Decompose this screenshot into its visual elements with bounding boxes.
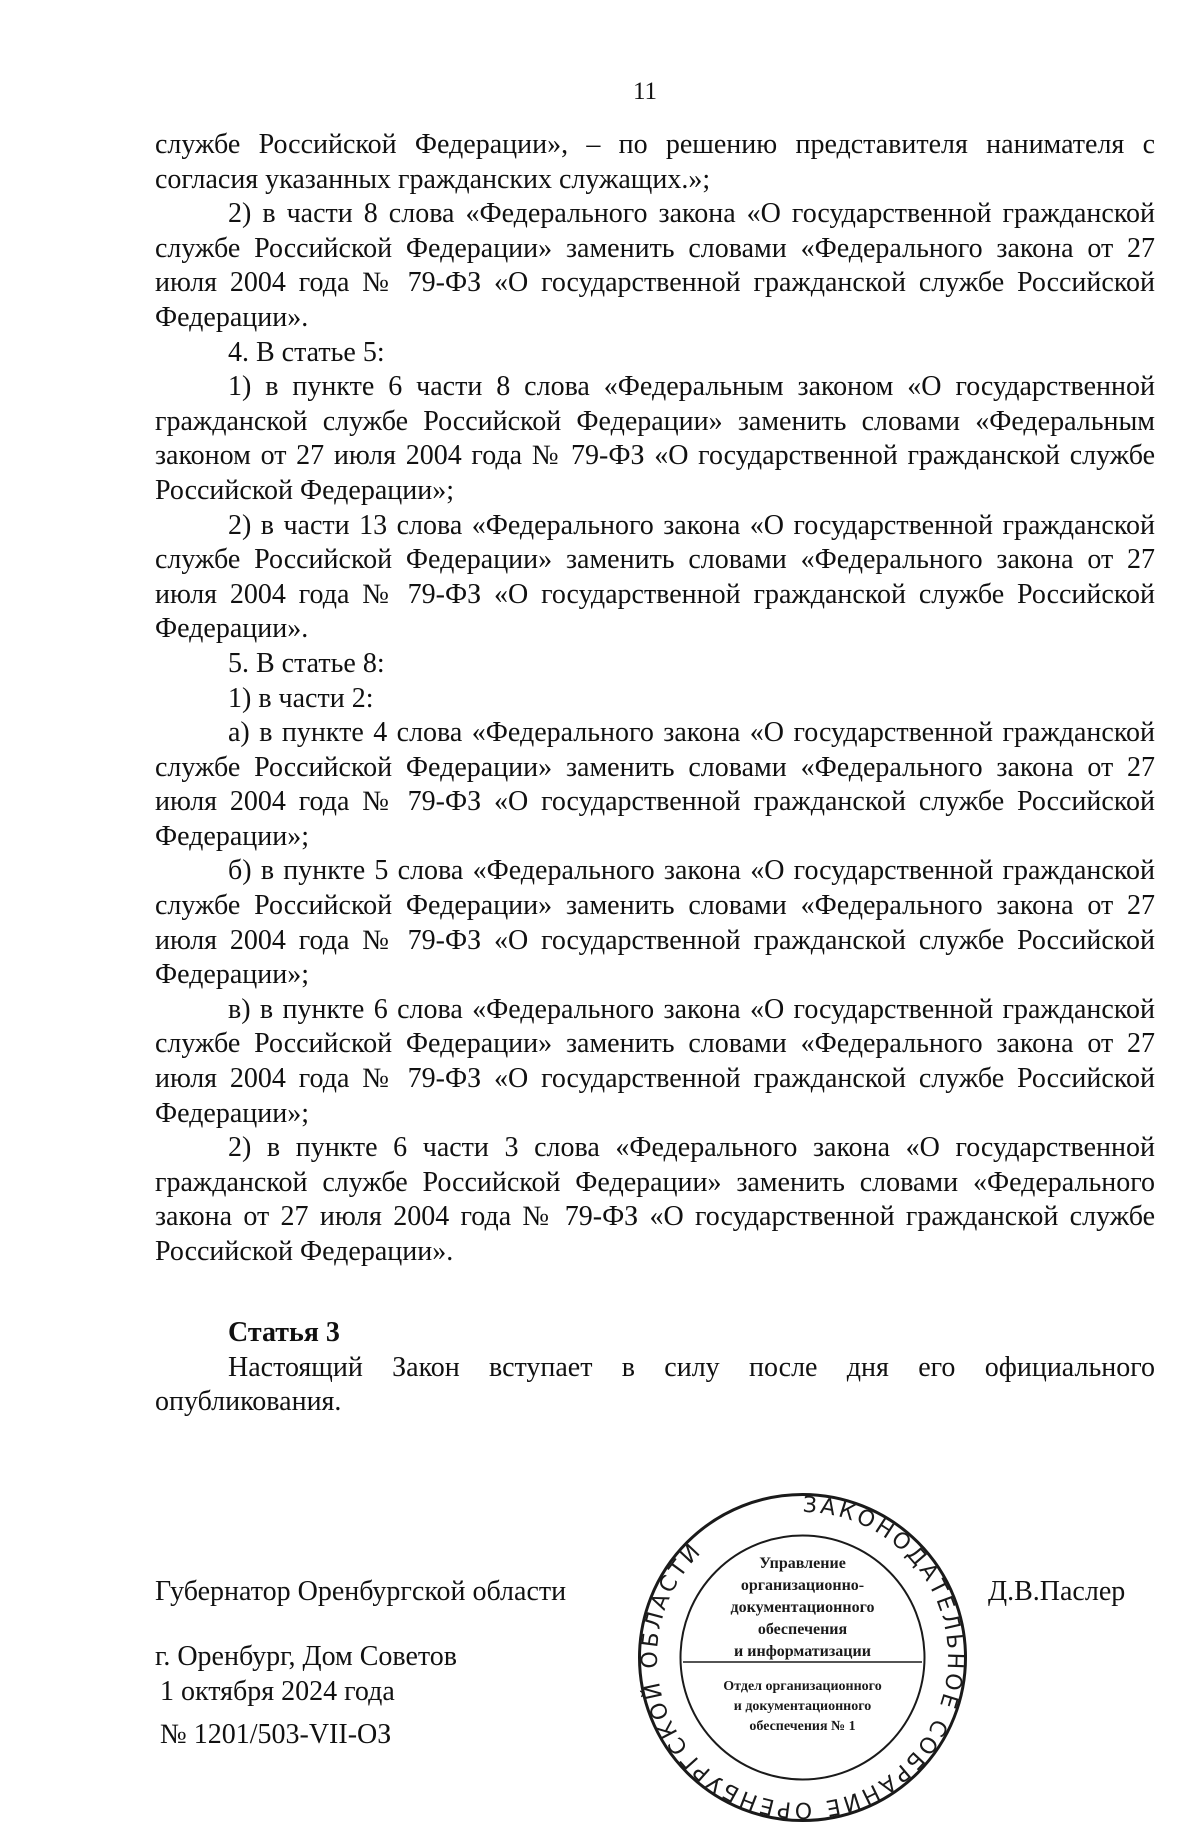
seal-inner-line: документационного [730,1599,875,1616]
paragraph: 2) в части 13 слова «Федерального закона «О государственной гражданской службе Российской Федерации» заменить словами «Федерального закона от 27 июля 2004 года № 79-ФЗ «О государственной гражданской службе Российской Федерации». [155,509,1155,645]
paragraph: б) в пункте 5 слова «Федерального закона «О государственной гражданской службе Российской Федерации» заменить словами «Федерального закона от 27 июля 2004 года № 79-ФЗ «О государственной гражданской службе Российской Федерации»; [155,855,1155,991]
article-3 [155,1316,1155,1420]
seal-inner-line: и документационного [733,1699,872,1714]
signing-place: г. Оренбург, Дом Советов [155,1641,457,1672]
document-body [155,128,1155,1270]
official-seal [635,1490,970,1825]
paragraph: 2) в части 8 слова «Федерального закона «О государственной гражданской службе Российской Федерации» заменить словами «Федерального закона от 27 июля 2004 года № 79-ФЗ «О государственной гражданской службе Российской Федерации». [155,198,1155,333]
seal-inner-line: Отдел организационного [723,1679,882,1694]
paragraph: 4. В статье 5: [228,336,385,368]
article-heading: Статья 3 [228,1317,340,1348]
paragraph: 2) в пункте 6 части 3 слова «Федерального закона «О государственной гражданской службе Российской Федерации» заменить словами «Федерального закона от 27 июля 2004 года № 79-ФЗ «О государственной гражданской службе Российской Федерации». [155,1132,1155,1267]
paragraph: 1) в пункте 6 части 8 слова «Федеральным законом «О государственной гражданской службе Российской Федерации» заменить словами «Федеральным законом от 27 июля 2004 года № 79-ФЗ «О государственной гражданской службе Российской Федерации»; [155,371,1155,506]
page-number: 11 [632,78,658,105]
seal-inner-line: обеспечения № 1 [749,1719,856,1734]
governor-name: Д.В.Паслер [988,1576,1126,1607]
paragraph: службе Российской Федерации», – по решению представителя нанимателя с согласия указанных гражданских служащих.»; [155,129,1155,195]
seal-ring-text: ЗАКОНОДАТЕЛЬНОЕ СОБРАНИЕ ОРЕНБУРГСКОЙ ОБЛАСТИ [637,1492,968,1823]
seal-inner-line: обеспечения [757,1621,848,1638]
paragraph: 5. В статье 8: [228,647,385,679]
seal-inner-line: и информатизации [734,1643,871,1660]
paragraph: а) в пункте 4 слова «Федерального закона «О государственной гражданской службе Российской Федерации» заменить словами «Федерального закона от 27 июля 2004 года № 79-ФЗ «О государственной гражданской службе Российской Федерации»; [155,717,1155,852]
signing-date: 1 октября 2024 года [160,1676,395,1707]
seal-inner-line: Управление [759,1555,846,1572]
article-text: Настоящий Закон вступает в силу после дня его официального опубликования. [155,1351,1155,1418]
law-number: № 1201/503-VII-ОЗ [160,1719,392,1750]
governor-title: Губернатор Оренбургской области [155,1576,567,1607]
paragraph: 1) в части 2: [228,682,374,714]
paragraph: в) в пункте 6 слова «Федерального закона «О государственной гражданской службе Российской Федерации» заменить словами «Федерального закона от 27 июля 2004 года № 79-ФЗ «О государственной гражданской службе Российской Федерации»; [155,993,1155,1129]
seal-inner-line: организационно- [740,1577,865,1594]
